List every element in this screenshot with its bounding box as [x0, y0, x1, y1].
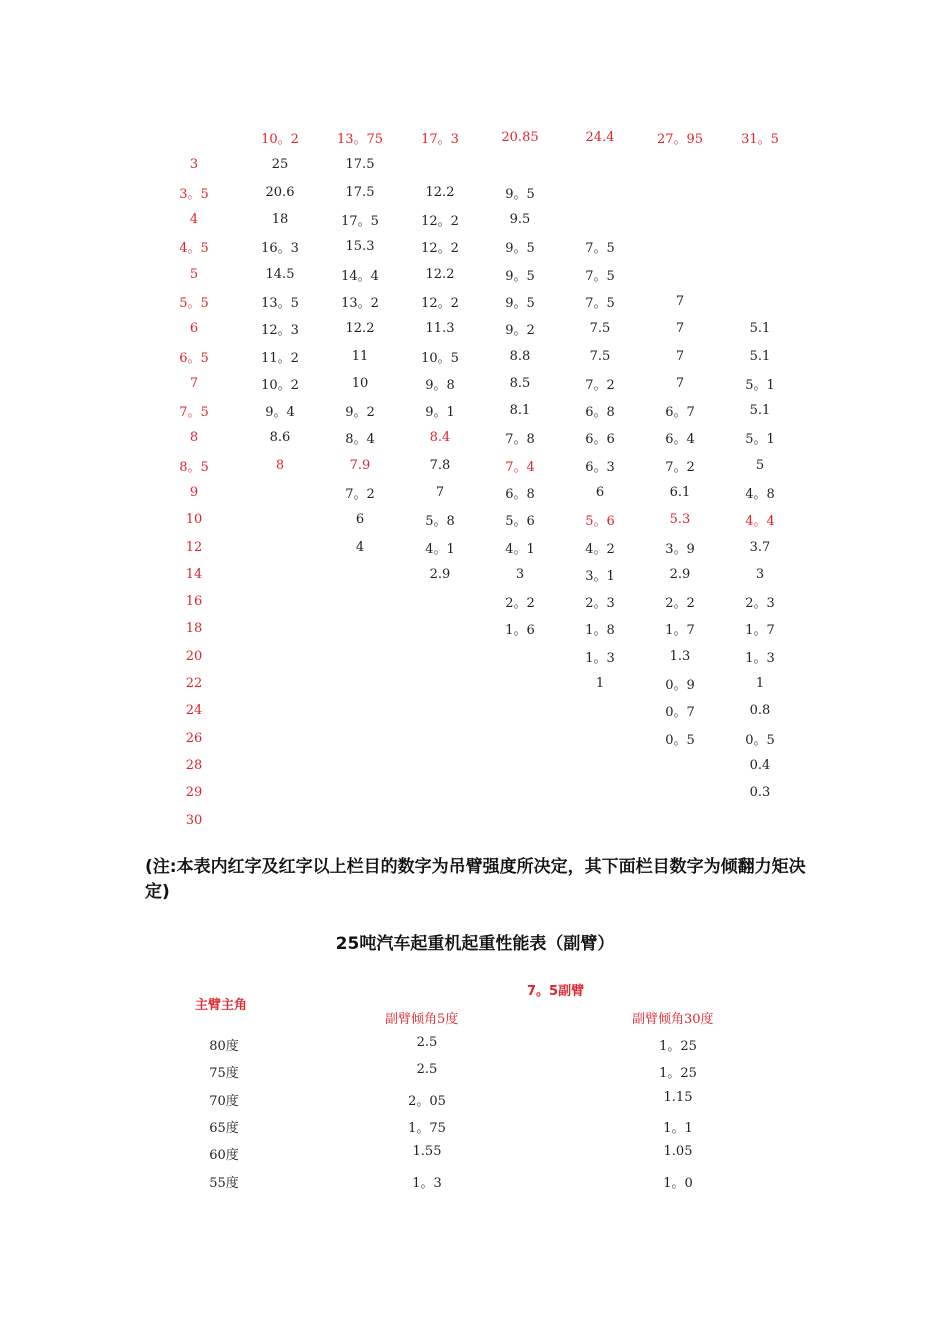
load-cell: 5。6: [585, 514, 615, 530]
load-cell: 5.1: [749, 403, 771, 419]
table-row: [148, 370, 800, 397]
table-row: [148, 233, 800, 260]
radius-cell: 4: [189, 212, 199, 228]
radius-cell: 22: [185, 676, 203, 692]
load-cell: 6。8: [505, 487, 535, 502]
table-row: [0, 1031, 950, 1058]
load-cell: 2.9: [669, 566, 691, 582]
load-cell: 6。3: [585, 459, 615, 475]
load-cell: 12。2: [421, 214, 459, 230]
table-row: [0, 1140, 950, 1167]
load-cell: 2。05: [408, 1093, 446, 1109]
load-cell: 1.3: [669, 648, 691, 664]
load-cell: 4。1: [425, 541, 455, 557]
load-cell: 4。8: [745, 487, 775, 502]
load-cell: 16。3: [261, 241, 299, 257]
load-cell: 6: [355, 512, 365, 528]
load-cell: 1。3: [745, 650, 775, 666]
load-cell: 11.3: [425, 321, 455, 337]
table-row: [0, 1058, 950, 1085]
load-cell: 5.3: [669, 512, 691, 528]
load-cell: 5.1: [749, 321, 771, 337]
load-cell: 4。4: [745, 514, 775, 530]
boom-length-header-row: [148, 124, 800, 151]
load-cell: 1。75: [408, 1120, 446, 1136]
radius-cell: 9: [189, 485, 199, 500]
jib-angle-5-header: 副臂倾角5度: [385, 1012, 459, 1027]
load-cell: 6。6: [585, 432, 615, 448]
table-row: [148, 424, 800, 451]
radius-cell: 30: [185, 812, 203, 828]
load-cell: 17.5: [345, 157, 375, 173]
load-cell: 4。1: [505, 541, 535, 557]
load-cell: 12。2: [421, 295, 459, 311]
load-cell: 1.05: [663, 1144, 693, 1160]
load-cell: 11。2: [261, 350, 299, 366]
table-row: [148, 697, 800, 724]
table-row: [148, 588, 800, 615]
load-cell: 1。7: [745, 623, 775, 639]
load-cell: 1: [755, 676, 765, 692]
radius-cell: 4。5: [179, 241, 209, 257]
load-cell: 20.6: [265, 184, 295, 200]
load-cell: 0.4: [749, 757, 771, 773]
load-cell: 13。5: [261, 295, 299, 311]
load-cell: 6。8: [585, 405, 615, 421]
load-cell: 9.5: [509, 212, 531, 228]
load-cell: 1。3: [412, 1175, 442, 1191]
load-cell: 7.5: [589, 348, 611, 364]
load-cell: 8.5: [509, 375, 531, 391]
load-cell: 11: [351, 348, 369, 364]
load-cell: 3。9: [665, 541, 695, 557]
load-cell: 1。25: [659, 1066, 697, 1082]
table-row: [148, 260, 800, 287]
load-cell: 2.9: [429, 566, 451, 582]
load-cell: 7。2: [345, 487, 375, 502]
load-cell: 17.5: [345, 184, 375, 200]
table-row: [148, 397, 800, 424]
load-cell: 10。5: [421, 350, 459, 366]
load-cell: 7。2: [665, 459, 695, 475]
radius-cell: 8。5: [179, 459, 209, 475]
load-cell: 6。7: [665, 405, 695, 421]
load-cell: 7。5: [585, 268, 615, 284]
radius-cell: 10: [185, 512, 203, 528]
load-cell: 0。7: [665, 705, 695, 721]
load-cell: 5: [755, 457, 765, 473]
boom-length-header: 27。95: [656, 132, 704, 148]
radius-cell: 16: [185, 594, 203, 610]
radius-cell: 5: [189, 266, 199, 282]
table-row: [148, 561, 800, 588]
radius-cell: 5。5: [179, 295, 209, 311]
load-cell: 9。2: [505, 323, 535, 339]
table-row: [148, 725, 800, 752]
load-cell: 9。1: [425, 405, 455, 421]
load-cell: 12。3: [261, 323, 299, 339]
load-cell: 7。8: [505, 432, 535, 448]
load-cell: 1。25: [659, 1039, 697, 1054]
boom-length-header: 13。75: [336, 132, 384, 148]
load-cell: 12。2: [421, 241, 459, 257]
load-cell: 1。1: [663, 1120, 693, 1136]
load-cell: 1: [595, 676, 605, 692]
load-chart-table: [148, 124, 800, 834]
load-cell: 12.2: [425, 184, 455, 200]
radius-cell: 8: [189, 430, 199, 446]
load-cell: 7.8: [429, 457, 451, 473]
load-cell: 10。2: [261, 377, 299, 393]
radius-cell: 29: [185, 785, 203, 801]
table-row: [148, 752, 800, 779]
load-cell: 7。2: [585, 377, 615, 393]
jib-table-title: 25吨汽车起重机起重性能表（副臂）: [335, 934, 615, 954]
load-cell: 7。4: [505, 459, 535, 475]
load-cell: 9。8: [425, 377, 455, 393]
table-row: [0, 1168, 950, 1195]
load-cell: 1.15: [663, 1089, 693, 1105]
load-cell: 0。5: [665, 732, 695, 748]
load-cell: 9。5: [505, 186, 535, 202]
load-cell: 4。2: [585, 541, 615, 557]
load-cell: 8.4: [429, 430, 451, 446]
load-cell: 5。6: [505, 514, 535, 530]
load-cell: 0。9: [665, 678, 695, 694]
load-cell: 1。0: [663, 1175, 693, 1191]
table-row: [148, 288, 800, 315]
load-cell: 7: [675, 293, 685, 309]
load-cell: 17。5: [341, 214, 379, 230]
load-cell: 7: [435, 485, 445, 500]
jib-length-header: 7。5副臂: [527, 984, 585, 999]
radius-cell: 3: [189, 157, 199, 173]
load-cell: 2.5: [416, 1035, 438, 1050]
load-cell: 7: [675, 321, 685, 337]
radius-cell: 28: [185, 757, 203, 773]
load-cell: 13。2: [341, 295, 379, 311]
load-cell: 3。1: [585, 568, 615, 584]
radius-cell: 24: [185, 703, 203, 719]
load-cell: 2.5: [416, 1062, 438, 1078]
load-cell: 7。5: [585, 241, 615, 257]
table-row: [148, 506, 800, 533]
boom-angle-cell: 80度: [209, 1039, 239, 1054]
load-cell: 0。5: [745, 732, 775, 748]
load-cell: 9。5: [505, 241, 535, 257]
load-cell: 18: [271, 212, 289, 228]
table-row: [148, 643, 800, 670]
boom-angle-header: 主臂主角: [195, 998, 248, 1013]
table-row: [148, 206, 800, 233]
radius-cell: 7。5: [179, 405, 209, 421]
radius-cell: 18: [185, 621, 203, 637]
radius-cell: 26: [185, 730, 203, 746]
table-row: [0, 1113, 950, 1140]
load-cell: 8.8: [509, 348, 531, 364]
load-cell: 10: [351, 375, 369, 391]
table-row: [148, 615, 800, 642]
table-row: [148, 452, 800, 479]
radius-cell: 20: [185, 648, 203, 664]
load-cell: 9。2: [345, 405, 375, 421]
load-cell: 1。3: [585, 650, 615, 666]
load-cell: 8。4: [345, 432, 375, 448]
load-cell: 12.2: [425, 266, 455, 282]
radius-cell: 12: [185, 539, 203, 555]
boom-angle-cell: 75度: [209, 1066, 239, 1082]
table-row: [0, 1086, 950, 1113]
table-row: [148, 479, 800, 506]
load-cell: 2。3: [745, 596, 775, 612]
load-cell: 9。5: [505, 295, 535, 311]
load-cell: 7.9: [349, 457, 371, 473]
load-cell: 3: [515, 566, 525, 582]
load-cell: 6。4: [665, 432, 695, 448]
load-cell: 0.3: [749, 785, 771, 801]
table-row: [148, 779, 800, 806]
load-cell: 5。1: [745, 432, 775, 448]
load-cell: 15.3: [345, 239, 375, 255]
boom-length-header: 24.4: [585, 130, 615, 146]
radius-cell: 3。5: [179, 186, 209, 202]
load-cell: 7: [675, 375, 685, 391]
load-cell: 8: [275, 457, 285, 473]
table-row: [148, 315, 800, 342]
boom-angle-cell: 60度: [209, 1148, 239, 1164]
load-cell: 0.8: [749, 703, 771, 719]
load-cell: 5。8: [425, 514, 455, 530]
load-cell: 6: [595, 485, 605, 500]
load-cell: 3: [755, 566, 765, 582]
boom-angle-cell: 65度: [209, 1120, 239, 1136]
load-cell: 7。5: [585, 295, 615, 311]
load-cell: 1。7: [665, 623, 695, 639]
table-note: (注:本表内红字及红字以上栏目的数字为吊臂强度所决定，其下面栏目数字为倾翻力矩决定): [145, 857, 806, 902]
load-cell: 14。4: [341, 268, 379, 284]
load-cell: 25: [271, 157, 289, 173]
boom-length-header: 10。2: [261, 132, 299, 148]
load-cell: 3.7: [749, 539, 771, 555]
load-cell: 7.5: [589, 321, 611, 337]
radius-cell: 6。5: [179, 350, 209, 366]
load-cell: 12.2: [345, 321, 375, 337]
table-row: [148, 670, 800, 697]
boom-angle-cell: 55度: [209, 1175, 239, 1191]
load-cell: 2。3: [585, 596, 615, 612]
load-cell: 9。4: [265, 405, 295, 421]
radius-cell: 6: [189, 321, 199, 337]
boom-length-header: 20.85: [501, 130, 539, 146]
load-cell: 8.6: [269, 430, 291, 446]
load-cell: 6.1: [669, 485, 691, 500]
boom-angle-cell: 70度: [209, 1093, 239, 1109]
table-row: [148, 151, 800, 178]
load-cell: 4: [355, 539, 365, 555]
load-cell: 9。5: [505, 268, 535, 284]
load-cell: 1。6: [505, 623, 535, 639]
load-cell: 8.1: [509, 403, 531, 419]
boom-length-header: 17。3: [421, 132, 459, 148]
table-row: [148, 342, 800, 369]
radius-cell: 14: [185, 566, 203, 582]
table-row: [148, 806, 800, 833]
load-cell: 7: [675, 348, 685, 364]
load-cell: 5.1: [749, 348, 771, 364]
boom-length-header: 31。5: [741, 132, 779, 148]
load-cell: 1.55: [412, 1144, 442, 1160]
load-cell: 14.5: [265, 266, 295, 282]
load-cell: 2。2: [665, 596, 695, 612]
radius-cell: 7: [189, 375, 199, 391]
load-cell: 5。1: [745, 377, 775, 393]
table-row: [148, 179, 800, 206]
load-cell: 1。8: [585, 623, 615, 639]
load-cell: 2。2: [505, 596, 535, 612]
jib-angle-30-header: 副臂倾角30度: [632, 1012, 714, 1027]
table-row: [148, 533, 800, 560]
